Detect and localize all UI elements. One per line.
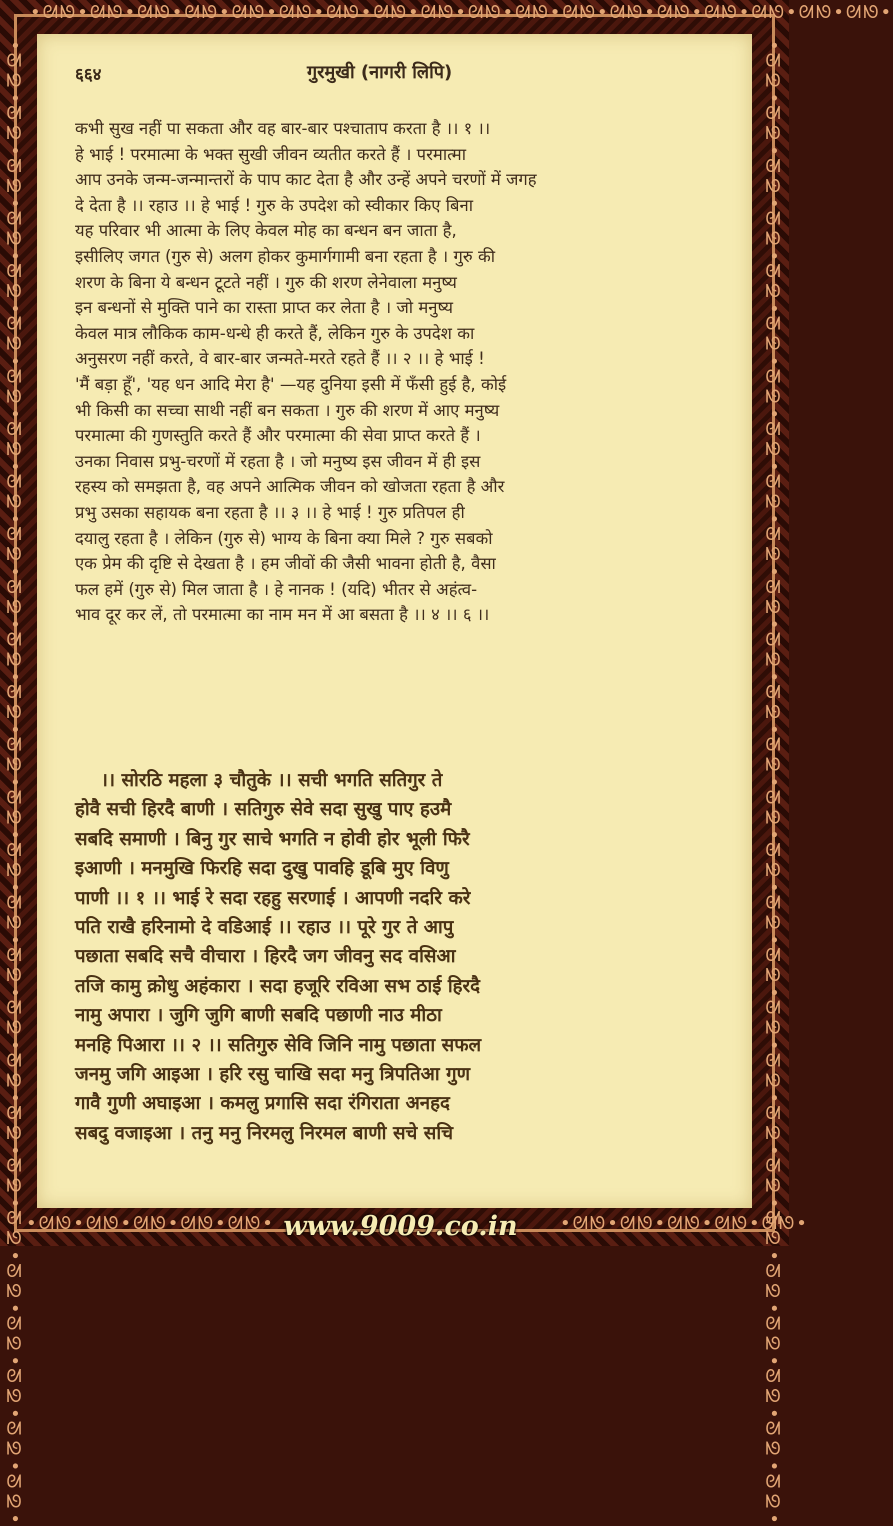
translation-line: 'मैं बड़ा हूँ', 'यह धन आदि मेरा है' —यह दुनिया इसी में फँसी हुई है, कोई — [75, 374, 507, 394]
translation-line: इसीलिए जगत (गुरु से) अलग होकर कुमार्गगामी बना रहता है । गुरु की — [75, 246, 496, 266]
translation-line: कभी सुख नहीं पा सकता और वह बार-बार पश्चाताप करता है ।। १ ।। — [75, 119, 491, 138]
translation-line: दयालु रहता है । लेकिन (गुरु से) भाग्य के बिना क्या मिले ? गुरु सबको — [75, 528, 493, 548]
scripture-line: गावै गुणी अघाइआ । कमलु प्रगासि सदा रंगिराता अनहद — [75, 1093, 450, 1115]
scripture-line: सबदु वजाइआ । तनु मनु निरमलु निरमल बाणी सचे सचि — [75, 1122, 453, 1144]
translation-text-block — [75, 116, 750, 628]
page-header — [37, 58, 752, 88]
scripture-line: जनमु जगि आइआ । हरि रसु चाखि सदा मनु त्रिपतिआ गुण — [75, 1063, 471, 1085]
book-page — [37, 34, 752, 1208]
scripture-line: पति राखै हरिनामो दे वडिआई ।। रहाउ ।। पूरे गुर ते आपु — [75, 916, 454, 938]
translation-line: प्रभु उसका सहायक बना रहता है ।। ३ ।। हे भाई ! गुरु प्रतिपल ही — [75, 502, 465, 522]
scripture-line: पाणी ।। १ ।। भाई रे सदा रहहु सरणाई । आपणी नदरि करे — [75, 887, 471, 909]
right-ornament: •ᘛᘚ•ᘛᘚ•ᘛᘚ•ᘛᘚ•ᘛᘚ•ᘛᘚ•ᘛᘚ•ᘛᘚ•ᘛᘚ•ᘛᘚ•ᘛᘚ•ᘛᘚ•ᘛᘚ•ᘛᘚ•ᘛᘚ•ᘛᘚ•ᘛᘚ•ᘛᘚ•ᘛᘚ•ᘛᘚ•ᘛᘚ•ᘛᘚ•ᘛᘚ•ᘛᘚ•ᘛᘚ•ᘛᘚ•ᘛᘚ•ᘛᘚ• — [763, 40, 784, 1526]
translation-line: अनुसरण नहीं करते, वे बार-बार जन्मते-मरते रहते हैं ।। २ ।। हे भाई ! — [75, 349, 485, 369]
bottom-left-ornament: •ᘛᘚ•ᘛᘚ•ᘛᘚ•ᘛᘚ•ᘛᘚ• — [26, 1213, 275, 1234]
translation-line: यह परिवार भी आत्मा के लिए केवल मोह का बन्धन बन जाता है, — [75, 221, 457, 241]
translation-line: एक प्रेम की दृष्टि से देखता है । हम जीवों की जैसी भावना होती है, वैसा — [75, 554, 496, 574]
translation-line: इन बन्धनों से मुक्ति पाने का रास्ता प्राप्त कर लेता है । जो मनुष्य — [75, 298, 453, 318]
translation-line: आप उनके जन्म-जन्मान्तरों के पाप काट देता है और उन्हें अपने चरणों में जगह — [75, 170, 537, 190]
page-heading: गुरमुखी (नागरी लिपि) — [307, 62, 453, 83]
page-number: ६६४ — [75, 65, 102, 85]
translation-line: शरण के बिना ये बन्धन टूटते नहीं । गुरु की शरण लेनेवाला मनुष्य — [75, 272, 457, 292]
scripture-line: ।। सोरठि महला ३ चौतुके ।। सची भगति सतिगुर ते — [75, 770, 443, 791]
scripture-line: तजि कामु क्रोधु अहंकारा । सदा हजूरि रविआ सभ ठाई हिरदै — [75, 975, 480, 997]
translation-line: भाव दूर कर लें, तो परमात्मा का नाम मन में आ बसता है ।। ४ ।। ६ ।। — [75, 605, 490, 625]
bottom-right-ornament: •ᘛᘚ•ᘛᘚ•ᘛᘚ•ᘛᘚ•ᘛᘚ• — [560, 1213, 809, 1234]
scripture-line: पछाता सबदि सचै वीचारा । हिरदै जग जीवनु सद वसिआ — [75, 946, 456, 968]
scripture-line: नामु अपारा । जुगि जुगि बाणी सबदि पछाणी नाउ मीठा — [75, 1005, 442, 1027]
top-ornament: •ᘛᘚ•ᘛᘚ•ᘛᘚ•ᘛᘚ•ᘛᘚ•ᘛᘚ•ᘛᘚ•ᘛᘚ•ᘛᘚ•ᘛᘚ•ᘛᘚ•ᘛᘚ•ᘛᘚ•ᘛᘚ•ᘛᘚ•ᘛᘚ•ᘛᘚ•ᘛᘚ• — [30, 2, 893, 23]
translation-line: भी किसी का सच्चा साथी नहीं बन सकता । गुरु की शरण में आए मनुष्य — [75, 400, 500, 420]
website-url-watermark: www.9009.co.in — [283, 1211, 518, 1242]
translation-line: फल हमें (गुरु से) मिल जाता है । हे नानक ! (यदि) भीतर से अहंत्व- — [75, 579, 478, 599]
translation-line: दे देता है ।। रहाउ ।। हे भाई ! गुरु के उपदेश को स्वीकार किए बिना — [75, 195, 473, 215]
translation-line: केवल मात्र लौकिक काम-धन्धे ही करते हैं, लेकिन गुरु के उपदेश का — [75, 323, 475, 343]
scripture-line: मनहि पिआरा ।। २ ।। सतिगुरु सेवि जिनि नामु पछाता सफल — [75, 1034, 482, 1056]
translation-line: रहस्य को समझता है, वह अपने आत्मिक जीवन को खोजता रहता है और — [75, 477, 505, 497]
translation-line: हे भाई ! परमात्मा के भक्त सुखी जीवन व्यतीत करते हैं । परमात्मा — [75, 144, 467, 164]
scripture-line: इआणी । मनमुखि फिरहि सदा दुखु पावहि डूबि मुए विणु — [75, 858, 449, 880]
scripture-line: होवै सची हिरदै बाणी । सतिगुरु सेवे सदा सुखु पाए हउमै — [75, 799, 452, 821]
scripture-line: सबदि समाणी । बिनु गुर साचे भगति न होवी होर भूली फिरै — [75, 828, 470, 850]
translation-line: परमात्मा की गुणस्तुति करते हैं और परमात्मा की सेवा प्राप्त करते हैं । — [75, 426, 481, 446]
left-ornament: •ᘛᘚ•ᘛᘚ•ᘛᘚ•ᘛᘚ•ᘛᘚ•ᘛᘚ•ᘛᘚ•ᘛᘚ•ᘛᘚ•ᘛᘚ•ᘛᘚ•ᘛᘚ•ᘛᘚ•ᘛᘚ•ᘛᘚ•ᘛᘚ•ᘛᘚ•ᘛᘚ•ᘛᘚ•ᘛᘚ•ᘛᘚ•ᘛᘚ•ᘛᘚ•ᘛᘚ•ᘛᘚ•ᘛᘚ•ᘛᘚ•ᘛᘚ• — [4, 40, 25, 1526]
translation-line: उनका निवास प्रभु-चरणों में रहता है । जो मनुष्य इस जीवन में ही इस — [75, 451, 481, 471]
scripture-text-block — [75, 766, 750, 1148]
